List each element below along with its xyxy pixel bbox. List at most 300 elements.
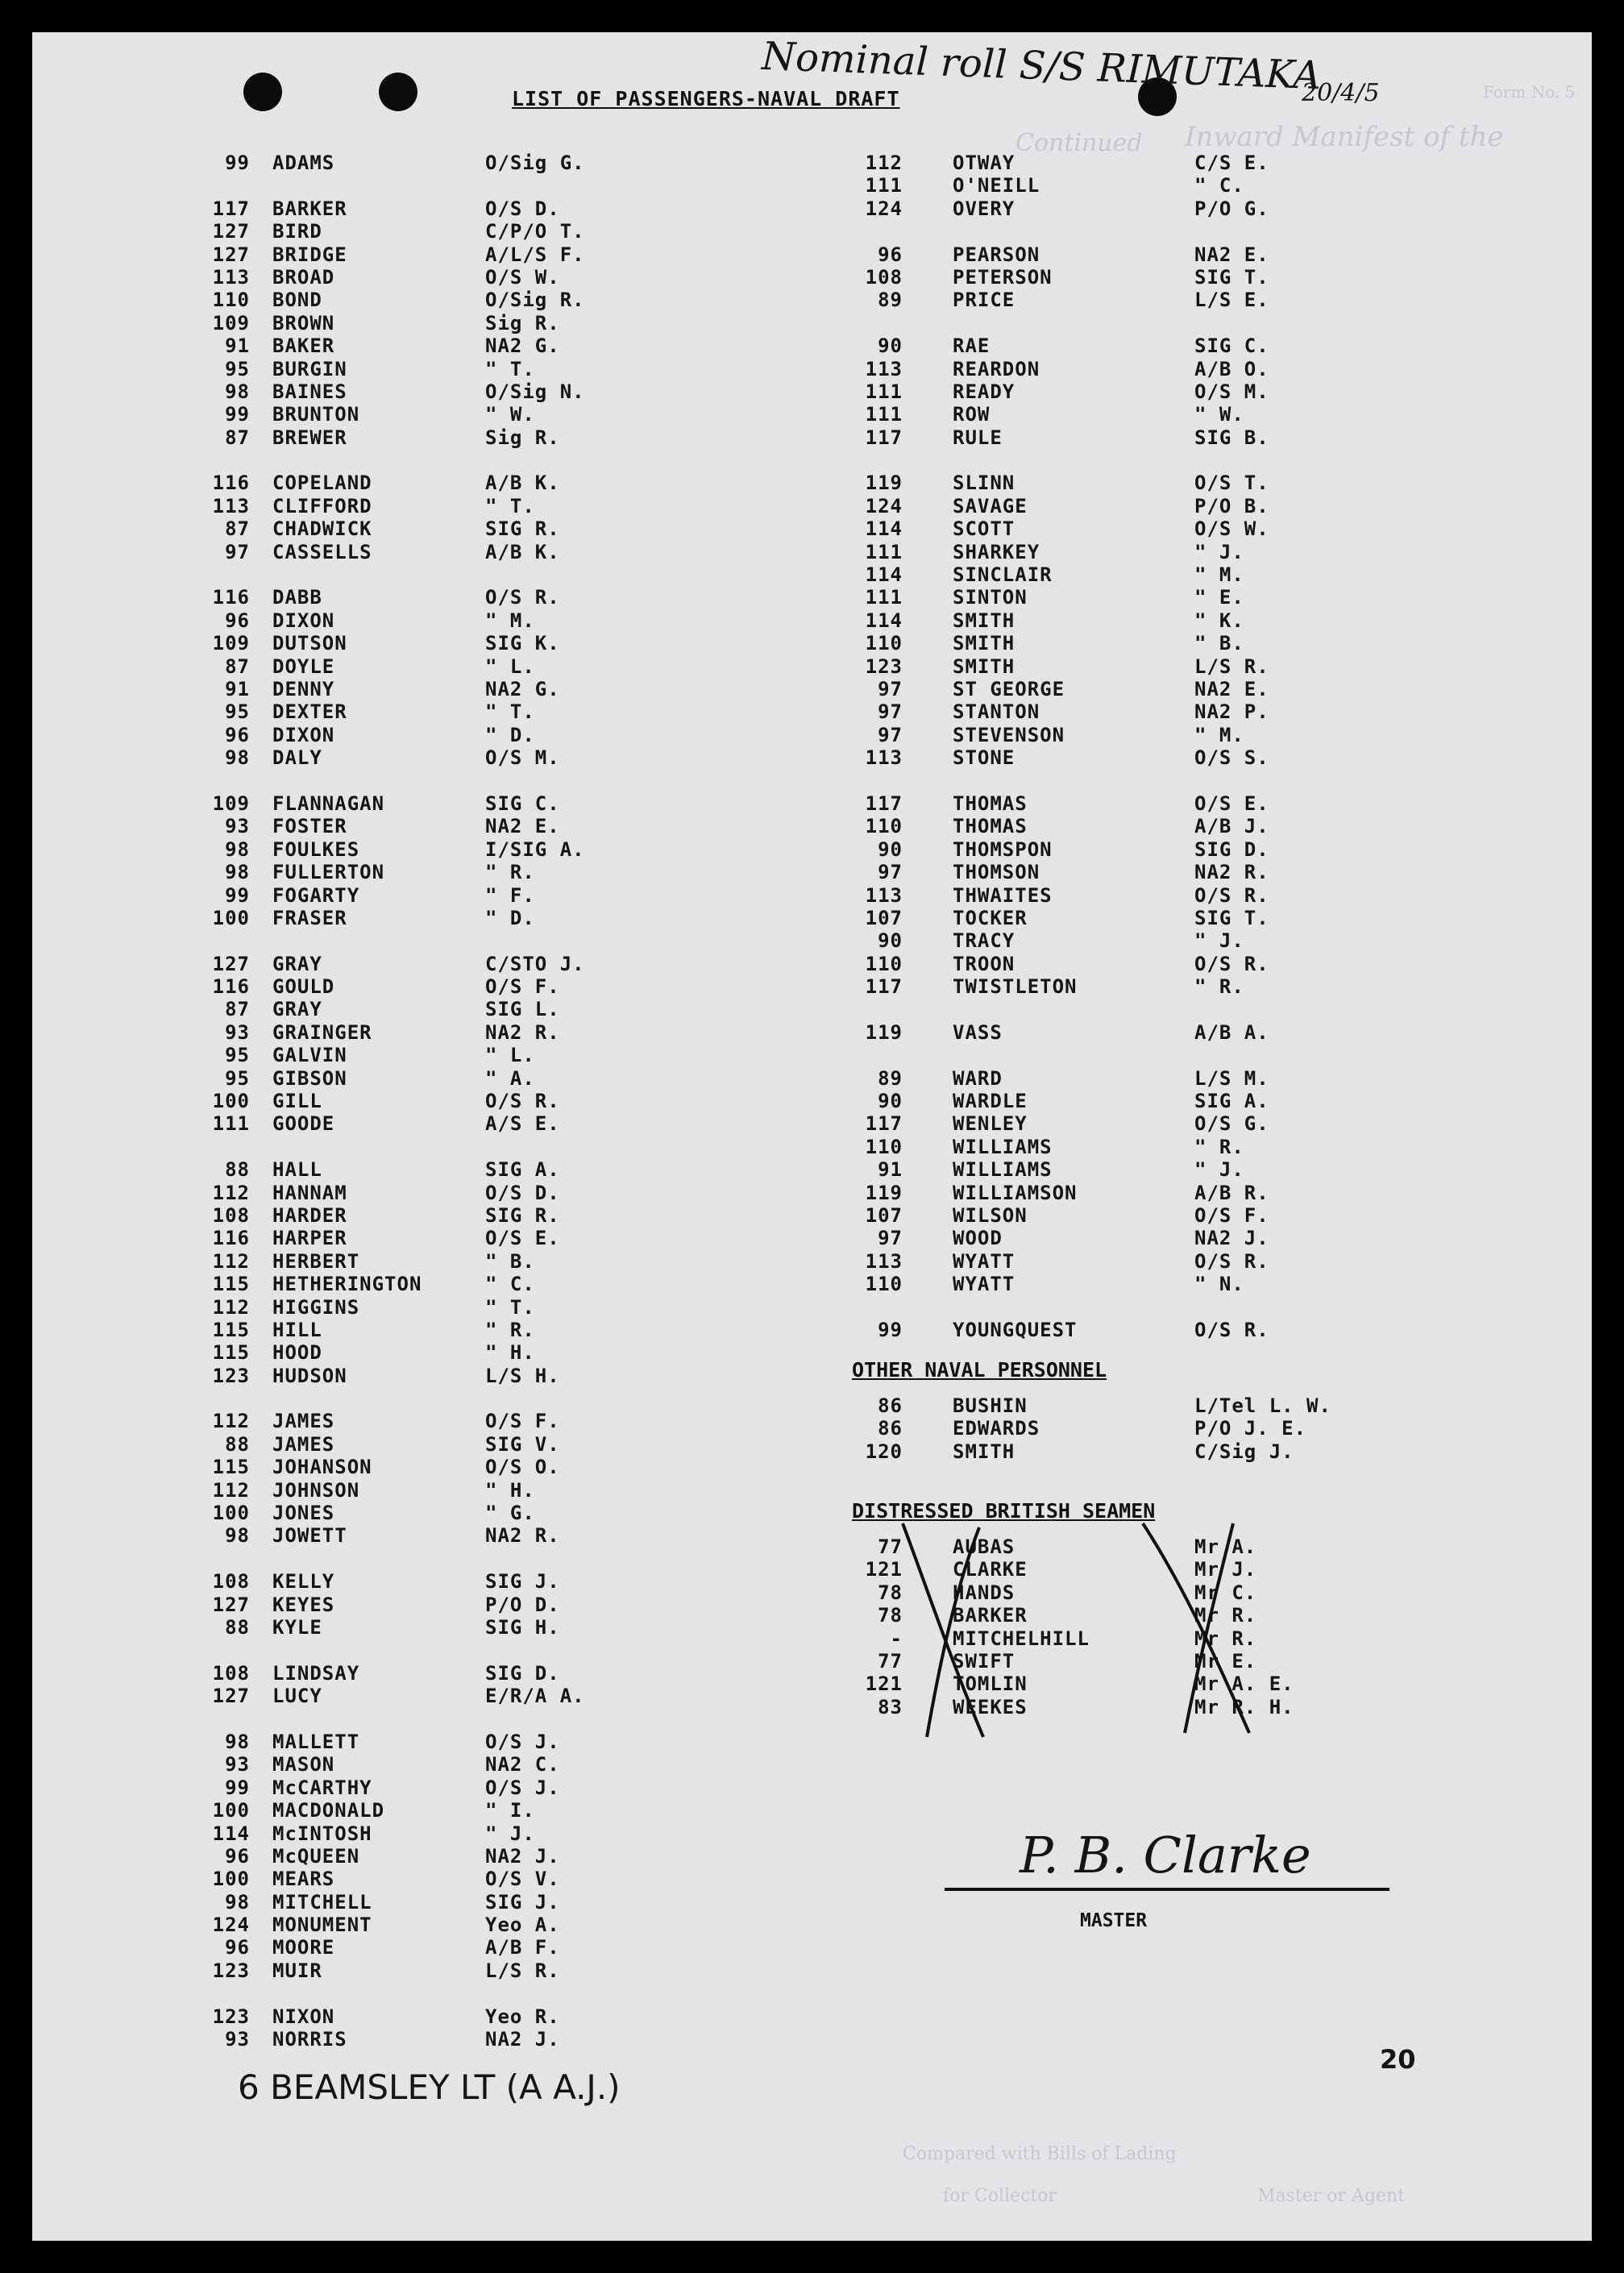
rating-initial: NA2 R. bbox=[485, 1020, 560, 1044]
list-item bbox=[838, 884, 1418, 907]
list-item bbox=[185, 541, 766, 563]
list-item bbox=[838, 1394, 1418, 1417]
surname: DOYLE bbox=[272, 654, 335, 678]
ship-number: 113 bbox=[865, 746, 903, 770]
list-item bbox=[838, 541, 1418, 563]
list-item bbox=[185, 884, 766, 907]
rating-initial: " B. bbox=[485, 1249, 535, 1273]
list-item bbox=[185, 1182, 766, 1204]
rating-initial: NA2 J. bbox=[485, 1844, 560, 1868]
list-item bbox=[185, 907, 766, 929]
rating-initial: L/S E. bbox=[1194, 289, 1269, 312]
list-item bbox=[838, 243, 1418, 266]
ship-number: 113 bbox=[212, 265, 250, 289]
ship-number: 97 bbox=[878, 1227, 903, 1250]
rating-initial: NA2 J. bbox=[1194, 1227, 1269, 1250]
surname: KYLE bbox=[272, 1616, 322, 1639]
ship-number: 99 bbox=[225, 152, 250, 174]
surname: WARDLE bbox=[953, 1090, 1028, 1113]
surname: BUSHIN bbox=[953, 1394, 1028, 1417]
surname: HILL bbox=[272, 1318, 322, 1341]
ship-number: 96 bbox=[878, 243, 903, 266]
ship-number: 110 bbox=[212, 289, 250, 312]
ship-number: 98 bbox=[225, 1890, 250, 1914]
surname: STONE bbox=[953, 746, 1016, 770]
ship-number: 98 bbox=[225, 746, 250, 770]
ship-number: 111 bbox=[865, 174, 903, 197]
list-item bbox=[185, 1502, 766, 1524]
rating-initial: " C. bbox=[485, 1273, 535, 1296]
ship-number: 116 bbox=[212, 472, 250, 495]
ship-number: - bbox=[890, 1627, 903, 1650]
surname: HANNAM bbox=[272, 1181, 347, 1204]
handwritten-bottom-entry: 6 BEAMSLEY LT (A A.J.) bbox=[238, 2067, 621, 2107]
ship-number: 90 bbox=[878, 837, 903, 861]
surname: WYATT bbox=[953, 1249, 1016, 1273]
ship-number: 116 bbox=[212, 975, 250, 999]
group-gap bbox=[185, 174, 766, 197]
list-item bbox=[838, 1204, 1418, 1227]
list-item bbox=[185, 1753, 766, 1776]
ship-number: 99 bbox=[225, 403, 250, 426]
list-item bbox=[838, 1158, 1418, 1181]
group-gap bbox=[838, 220, 1418, 243]
list-item bbox=[185, 861, 766, 883]
surname: WYATT bbox=[953, 1273, 1016, 1296]
rating-initial: O/S J. bbox=[485, 1730, 560, 1753]
ship-number: 111 bbox=[865, 586, 903, 609]
ship-number: 93 bbox=[225, 815, 250, 838]
surname: FRASER bbox=[272, 906, 347, 929]
rating-initial: " M. bbox=[485, 609, 535, 632]
handwritten-cross-mark bbox=[1136, 1515, 1257, 1749]
left-passenger-column bbox=[185, 152, 766, 2051]
ship-number: 112 bbox=[212, 1295, 250, 1319]
list-item bbox=[185, 1227, 766, 1249]
ship-number: 89 bbox=[878, 1066, 903, 1090]
rating-initial: " L. bbox=[485, 654, 535, 678]
list-item bbox=[838, 335, 1418, 357]
list-item bbox=[185, 495, 766, 517]
rating-initial: SIG D. bbox=[485, 1661, 560, 1685]
surname: DABB bbox=[272, 586, 322, 609]
rating-initial: NA2 G. bbox=[485, 335, 560, 358]
surname: AUBAS bbox=[953, 1535, 1016, 1558]
rating-initial: " L. bbox=[485, 1044, 535, 1067]
surname: BRIDGE bbox=[272, 243, 347, 266]
ship-number: 83 bbox=[878, 1695, 903, 1718]
group-gap bbox=[185, 1708, 766, 1731]
list-item bbox=[185, 655, 766, 678]
rating-initial: A/B O. bbox=[1194, 357, 1269, 380]
right-passenger-column bbox=[838, 152, 1418, 1341]
rating-initial: O/S D. bbox=[485, 1181, 560, 1204]
list-item bbox=[838, 1067, 1418, 1090]
surname: ADAMS bbox=[272, 152, 335, 174]
rating-initial: " G. bbox=[485, 1502, 535, 1525]
surname: CLIFFORD bbox=[272, 494, 372, 517]
rating-initial: L/S M. bbox=[1194, 1066, 1269, 1090]
ship-number: 114 bbox=[865, 609, 903, 632]
rating-initial: " R. bbox=[485, 861, 535, 884]
rating-initial: O/S R. bbox=[485, 586, 560, 609]
surname: MASON bbox=[272, 1753, 335, 1776]
ship-number: 95 bbox=[225, 700, 250, 724]
list-item bbox=[185, 1365, 766, 1387]
surname: NIXON bbox=[272, 2005, 335, 2028]
ship-number: 88 bbox=[225, 1616, 250, 1639]
ship-number: 98 bbox=[225, 1730, 250, 1753]
ship-number: 95 bbox=[225, 357, 250, 380]
ship-number: 121 bbox=[865, 1558, 903, 1581]
list-item bbox=[838, 975, 1418, 998]
surname: FOGARTY bbox=[272, 883, 360, 907]
surname: GALVIN bbox=[272, 1044, 347, 1067]
surname: JAMES bbox=[272, 1432, 335, 1456]
list-item bbox=[185, 1250, 766, 1273]
surname: PEARSON bbox=[953, 243, 1040, 266]
ship-number: 86 bbox=[878, 1394, 903, 1417]
surname: JAMES bbox=[272, 1410, 335, 1433]
surname: ROW bbox=[953, 403, 991, 426]
ship-number: 90 bbox=[878, 929, 903, 953]
group-gap bbox=[838, 1044, 1418, 1066]
list-item bbox=[185, 1731, 766, 1753]
list-item bbox=[838, 358, 1418, 380]
group-gap bbox=[185, 1387, 766, 1410]
rating-initial: Yeo A. bbox=[485, 1914, 560, 1937]
rating-initial: " R. bbox=[1194, 1135, 1244, 1158]
list-item bbox=[838, 197, 1418, 220]
surname: WOOD bbox=[953, 1227, 1003, 1250]
list-item bbox=[185, 1410, 766, 1432]
rating-initial: NA2 P. bbox=[1194, 700, 1269, 724]
rating-initial: " D. bbox=[485, 723, 535, 746]
ship-number: 127 bbox=[212, 1593, 250, 1616]
list-item bbox=[185, 266, 766, 289]
list-item bbox=[185, 243, 766, 266]
surname: SMITH bbox=[953, 654, 1016, 678]
list-item bbox=[185, 724, 766, 746]
list-item bbox=[838, 495, 1418, 517]
list-item bbox=[838, 152, 1418, 174]
list-item bbox=[838, 426, 1418, 449]
ship-number: 119 bbox=[865, 472, 903, 495]
rating-initial: L/S R. bbox=[1194, 654, 1269, 678]
surname: HUDSON bbox=[272, 1364, 347, 1387]
ship-number: 115 bbox=[212, 1456, 250, 1479]
ship-number: 124 bbox=[865, 494, 903, 517]
rating-initial: C/STO J. bbox=[485, 952, 585, 975]
rating-initial: Mr R. bbox=[1194, 1604, 1257, 1627]
ship-number: 99 bbox=[225, 1776, 250, 1799]
surname: NORRIS bbox=[272, 2028, 347, 2051]
list-item bbox=[838, 1227, 1418, 1249]
surname: WARD bbox=[953, 1066, 1003, 1090]
rating-initial: L/S H. bbox=[485, 1364, 560, 1387]
list-item bbox=[838, 1136, 1418, 1158]
master-signature: P. B. Clarke bbox=[1020, 1826, 1311, 1884]
list-item bbox=[838, 1250, 1418, 1273]
ship-number: 112 bbox=[212, 1478, 250, 1502]
ship-number: 110 bbox=[865, 952, 903, 975]
group-gap bbox=[185, 563, 766, 586]
faint-bills-of-lading: Compared with Bills of Lading bbox=[903, 2144, 1177, 2164]
list-item bbox=[185, 1021, 766, 1044]
group-gap bbox=[185, 1136, 766, 1158]
surname: BIRD bbox=[272, 220, 322, 243]
surname: DIXON bbox=[272, 723, 335, 746]
list-item bbox=[185, 2005, 766, 2028]
surname: BURGIN bbox=[272, 357, 347, 380]
surname: McCARTHY bbox=[272, 1776, 372, 1799]
list-item bbox=[185, 1319, 766, 1341]
surname: SWIFT bbox=[953, 1649, 1016, 1673]
list-item bbox=[838, 655, 1418, 678]
faint-continued: Continued bbox=[1016, 129, 1143, 157]
rating-initial: A/B J. bbox=[1194, 815, 1269, 838]
ship-number: 95 bbox=[225, 1044, 250, 1067]
list-item bbox=[185, 1616, 766, 1639]
ship-number: 97 bbox=[878, 677, 903, 700]
surname: OTWAY bbox=[953, 152, 1016, 174]
rating-initial: " H. bbox=[485, 1341, 535, 1365]
list-item bbox=[185, 1570, 766, 1593]
surname: FOULKES bbox=[272, 837, 360, 861]
signature-line bbox=[945, 1888, 1389, 1891]
rating-initial: Mr E. bbox=[1194, 1649, 1257, 1673]
list-item bbox=[838, 472, 1418, 494]
list-item bbox=[185, 1112, 766, 1135]
surname: CASSELLS bbox=[272, 540, 372, 563]
rating-initial: SIG B. bbox=[1194, 426, 1269, 449]
ship-number: 124 bbox=[865, 197, 903, 220]
rating-initial: Mr C. bbox=[1194, 1581, 1257, 1604]
ship-number: 114 bbox=[865, 517, 903, 541]
rating-initial: Mr J. bbox=[1194, 1558, 1257, 1581]
rating-initial: O/S V. bbox=[485, 1868, 560, 1891]
list-item bbox=[185, 472, 766, 494]
ship-number: 87 bbox=[225, 998, 250, 1021]
faint-form-number: Form No. 5 bbox=[1483, 82, 1576, 102]
rating-initial: " F. bbox=[485, 883, 535, 907]
list-item bbox=[185, 1936, 766, 1959]
ship-number: 111 bbox=[865, 403, 903, 426]
surname: BARKER bbox=[272, 197, 347, 220]
rating-initial: " J. bbox=[485, 1822, 535, 1845]
ship-number: 127 bbox=[212, 220, 250, 243]
ship-number: 114 bbox=[212, 1822, 250, 1845]
ship-number: 127 bbox=[212, 952, 250, 975]
surname: GRAINGER bbox=[272, 1020, 372, 1044]
list-item bbox=[185, 815, 766, 837]
surname: LINDSAY bbox=[272, 1661, 360, 1685]
list-item bbox=[838, 861, 1418, 883]
surname: THOMAS bbox=[953, 792, 1028, 815]
rating-initial: O/S W. bbox=[485, 265, 560, 289]
surname: MITCHELL bbox=[272, 1890, 372, 1914]
handwritten-title-annotation: Nominal roll S/S RIMUTAKA bbox=[761, 33, 1323, 99]
surname: McQUEEN bbox=[272, 1844, 360, 1868]
rating-initial: Mr A. E. bbox=[1194, 1673, 1294, 1696]
ship-number: 77 bbox=[878, 1535, 903, 1558]
rating-initial: C/P/O T. bbox=[485, 220, 585, 243]
rating-initial: O/S G. bbox=[1194, 1112, 1269, 1136]
ship-number: 87 bbox=[225, 517, 250, 541]
surname: GOODE bbox=[272, 1112, 335, 1136]
surname: JOHNSON bbox=[272, 1478, 360, 1502]
list-item bbox=[185, 1044, 766, 1066]
rating-initial: O/Sig R. bbox=[485, 289, 585, 312]
ship-number: 123 bbox=[212, 2005, 250, 2028]
surname: RAE bbox=[953, 335, 991, 358]
list-item bbox=[185, 1868, 766, 1890]
rating-initial: A/B K. bbox=[485, 540, 560, 563]
list-item bbox=[185, 1662, 766, 1685]
ship-number: 96 bbox=[225, 723, 250, 746]
rating-initial: " M. bbox=[1194, 723, 1244, 746]
ship-number: 91 bbox=[225, 677, 250, 700]
surname: SMITH bbox=[953, 1440, 1016, 1463]
surname: HARPER bbox=[272, 1227, 347, 1250]
surname: JOHANSON bbox=[272, 1456, 372, 1479]
surname: CHADWICK bbox=[272, 517, 372, 541]
rating-initial: NA2 R. bbox=[485, 1524, 560, 1548]
surname: HOOD bbox=[272, 1341, 322, 1365]
surname: YOUNGQUEST bbox=[953, 1318, 1078, 1341]
surname: KELLY bbox=[272, 1570, 335, 1594]
ship-number: 120 bbox=[865, 1440, 903, 1463]
ship-number: 100 bbox=[212, 906, 250, 929]
surname: SMITH bbox=[953, 609, 1016, 632]
surname: MITCHELHILL bbox=[953, 1627, 1090, 1650]
ship-number: 99 bbox=[225, 883, 250, 907]
list-item bbox=[185, 1799, 766, 1822]
rating-initial: SIG V. bbox=[485, 1432, 560, 1456]
other-naval-heading: OTHER NAVAL PERSONNEL bbox=[852, 1358, 1107, 1382]
ship-number: 112 bbox=[212, 1181, 250, 1204]
rating-initial: " T. bbox=[485, 700, 535, 724]
surname: SLINN bbox=[953, 472, 1016, 495]
list-item bbox=[838, 746, 1418, 769]
surname: WILLIAMS bbox=[953, 1158, 1053, 1182]
rating-initial: Sig R. bbox=[485, 426, 560, 449]
ship-number: 117 bbox=[865, 975, 903, 999]
ship-number: 117 bbox=[212, 197, 250, 220]
rating-initial: Yeo R. bbox=[485, 2005, 560, 2028]
rating-initial: " I. bbox=[485, 1799, 535, 1822]
list-item bbox=[838, 1112, 1418, 1135]
ship-number: 112 bbox=[865, 152, 903, 174]
list-item bbox=[838, 517, 1418, 540]
rating-initial: O/S T. bbox=[1194, 472, 1269, 495]
surname: TOMLIN bbox=[953, 1673, 1028, 1696]
surname: HANDS bbox=[953, 1581, 1016, 1604]
list-item bbox=[838, 1090, 1418, 1112]
handwritten-date: 20/4/5 bbox=[1302, 79, 1380, 107]
list-item bbox=[838, 1417, 1418, 1440]
rating-initial: E/R/A A. bbox=[485, 1685, 585, 1708]
list-item bbox=[185, 1158, 766, 1181]
faint-manifest-heading: Inward Manifest of the bbox=[1185, 121, 1504, 153]
surname: FLANNAGAN bbox=[272, 792, 385, 815]
ship-number: 93 bbox=[225, 2028, 250, 2051]
surname: OVERY bbox=[953, 197, 1016, 220]
surname: ST GEORGE bbox=[953, 677, 1065, 700]
surname: COPELAND bbox=[272, 472, 372, 495]
list-item bbox=[185, 1067, 766, 1090]
ship-number: 88 bbox=[225, 1432, 250, 1456]
list-item bbox=[185, 1456, 766, 1478]
surname: FULLERTON bbox=[272, 861, 385, 884]
rating-initial: " T. bbox=[485, 357, 535, 380]
rating-initial: " J. bbox=[1194, 929, 1244, 953]
ship-number: 108 bbox=[212, 1570, 250, 1594]
other-naval-list bbox=[838, 1394, 1418, 1463]
list-item bbox=[185, 632, 766, 654]
surname: HARDER bbox=[272, 1203, 347, 1227]
surname: HIGGINS bbox=[272, 1295, 360, 1319]
surname: WILLIAMSON bbox=[953, 1181, 1078, 1204]
surname: SINCLAIR bbox=[953, 563, 1053, 587]
page-number: 20 bbox=[1380, 2044, 1416, 2075]
ship-number: 78 bbox=[878, 1604, 903, 1627]
surname: TOCKER bbox=[953, 906, 1028, 929]
list-item bbox=[185, 1914, 766, 1936]
ship-number: 107 bbox=[865, 1203, 903, 1227]
rating-initial: O/S F. bbox=[485, 1410, 560, 1433]
surname: PRICE bbox=[953, 289, 1016, 312]
surname: BROAD bbox=[272, 265, 335, 289]
ship-number: 91 bbox=[878, 1158, 903, 1182]
surname: WILLIAMS bbox=[953, 1135, 1053, 1158]
ship-number: 96 bbox=[225, 609, 250, 632]
surname: McINTOSH bbox=[272, 1822, 372, 1845]
ship-number: 119 bbox=[865, 1181, 903, 1204]
surname: HERBERT bbox=[272, 1249, 360, 1273]
ship-number: 110 bbox=[865, 815, 903, 838]
list-item bbox=[838, 609, 1418, 632]
rating-initial: NA2 G. bbox=[485, 677, 560, 700]
rating-initial: NA2 E. bbox=[485, 815, 560, 838]
rating-initial: A/B A. bbox=[1194, 1020, 1269, 1044]
rating-initial: P/O B. bbox=[1194, 494, 1269, 517]
rating-initial: C/S E. bbox=[1194, 152, 1269, 174]
list-item bbox=[838, 289, 1418, 311]
list-item bbox=[838, 266, 1418, 289]
surname: MONUMENT bbox=[272, 1914, 372, 1937]
rating-initial: " T. bbox=[485, 1295, 535, 1319]
list-item bbox=[185, 289, 766, 311]
rating-initial: SIG T. bbox=[1194, 906, 1269, 929]
rating-initial: O/S F. bbox=[485, 975, 560, 999]
ship-number: 89 bbox=[878, 289, 903, 312]
document-page bbox=[32, 32, 1592, 2241]
list-item bbox=[185, 197, 766, 220]
rating-initial: NA2 C. bbox=[485, 1753, 560, 1776]
ship-number: 123 bbox=[212, 1959, 250, 1982]
list-item bbox=[838, 724, 1418, 746]
rating-initial: " H. bbox=[485, 1478, 535, 1502]
ship-number: 109 bbox=[212, 792, 250, 815]
ship-number: 110 bbox=[865, 632, 903, 655]
rating-initial: SIG A. bbox=[485, 1158, 560, 1182]
group-gap bbox=[185, 1639, 766, 1661]
list-item bbox=[185, 380, 766, 403]
ship-number: 88 bbox=[225, 1158, 250, 1182]
surname: GRAY bbox=[272, 952, 322, 975]
group-gap bbox=[185, 929, 766, 952]
